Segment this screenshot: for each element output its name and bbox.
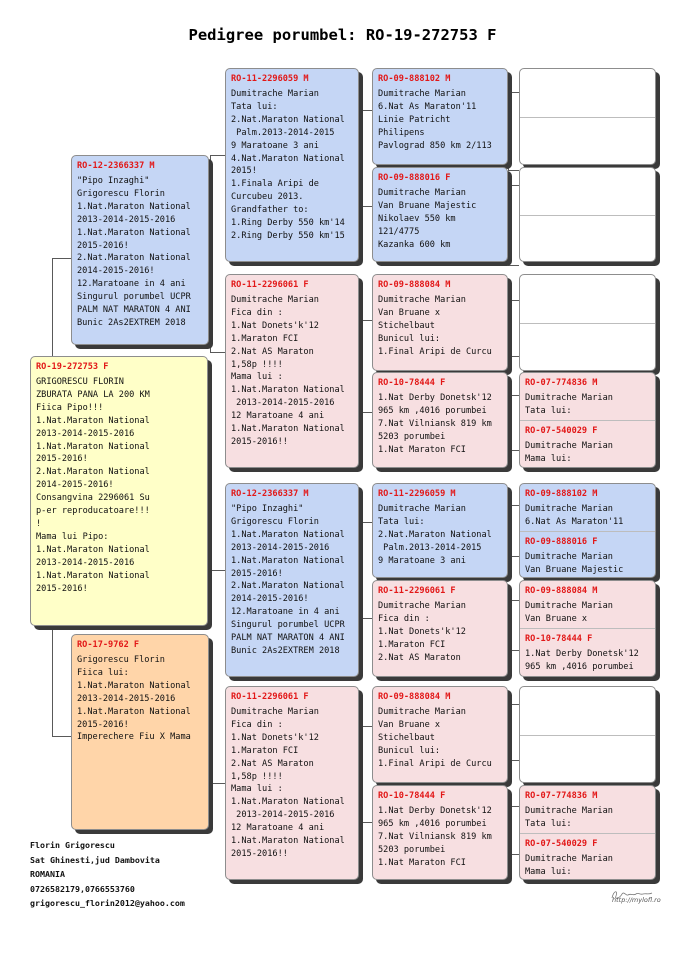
pigeon-entry (373, 687, 507, 771)
connector-line (508, 630, 509, 650)
pedigree-card-sire (71, 155, 209, 345)
pigeon-details: Dumitrache Marian Van Bruane x (525, 601, 613, 624)
pedigree-card-g4 (519, 483, 656, 578)
pedigree-card-g3 (372, 785, 508, 880)
ring-number: RO-09-888102 M (525, 489, 598, 499)
pigeon-details: Dumitrache Marian Tata lui: 2.Nat.Maraton National Palm.2013-2014-2015 9 Maratoane 3 ani 4.Nat.Maraton National 2015! 1.Finala Aripi de Curcubeu 2013. Grandfather to: 1.Ring Derby 550 km'14 2.Ring Derby 550 km'15 (231, 89, 345, 241)
connector-line (508, 395, 509, 413)
connector-line (360, 822, 372, 823)
connector-line (360, 618, 372, 619)
connector-line (360, 726, 372, 727)
connector-line (210, 352, 225, 353)
connector-line (210, 318, 211, 352)
pigeon-details: 1.Nat Derby Donetsk'12 965 km ,4016 porumbei 7.Nat Vilniansk 819 km 5203 porumbei 1.Nat Maraton FCI (378, 806, 492, 868)
pigeon-entry (520, 420, 655, 466)
connector-line (508, 430, 509, 450)
connector-line (508, 704, 509, 724)
connector-line (210, 783, 225, 784)
connector-line (508, 245, 509, 265)
connector-line (508, 395, 519, 396)
connector-line (360, 522, 361, 552)
ring-number: RO-07-774836 M (525, 791, 598, 801)
pigeon-details: Dumitrache Marian Fica din : 1.Nat Donets'k'12 1.Maraton FCI 2.Nat AS Maraton 1,58p !!!! Mama lui : 1.Nat.Maraton National 2013-2014-2015-2016 12 Maratoane 4 ani 1.Nat.Maraton National 2015-2016!! (231, 295, 345, 447)
pigeon-details: Dumitrache Marian Van Bruane x Stichelbaut Bunicul lui: 1.Final Aripi de Curcu (378, 707, 492, 769)
connector-line (360, 792, 361, 822)
ring-number: RO-11-2296059 M (378, 489, 456, 499)
ring-number: RO-07-540029 F (525, 839, 598, 849)
connector-line (52, 258, 53, 358)
pigeon-details: Grigorescu Florin Fiica lui: 1.Nat.Maraton National 2013-2014-2015-2016 1.Nat.Maraton National 2015-2016! Imperechere Fiu X Mama (77, 655, 191, 743)
pigeon-details: Dumitrache Marian Van Bruane Majestic Nikolaev 550 km 121/4775 Kazanka 600 km (378, 188, 477, 250)
connector-line (508, 600, 519, 601)
pedigree-card-dam-dam (225, 686, 359, 880)
pigeon-details: Dumitrache Marian Tata lui: (525, 393, 613, 416)
pigeon-details: Dumitrache Marian Van Bruane x Stichelbaut Bunicul lui: 1.Final Aripi de Curcu (378, 295, 492, 357)
connector-line (360, 206, 372, 207)
connector-line (360, 588, 361, 618)
pigeon-details: GRIGORESCU FLORIN ZBURATA PANA LA 200 KM Fiica Pipo!!! 1.Nat.Maraton National 2013-2014-2015-2016 1.Nat.Maraton National 2015-2016! 2.Nat.Maraton National 2014-2015-2016! Consangvina 2296061 Su p-er reproducatoare!!! ! Mama lui Pipo: 1.Nat.Maraton National 2013-2014-2015-2016 1.Nat.Maraton National 2015-2016! (36, 377, 150, 594)
pigeon-entry (373, 168, 507, 252)
website-link: http://mylofl.ro (612, 896, 661, 904)
pedigree-card-empty (519, 167, 656, 262)
ring-number: RO-09-888084 M (378, 280, 451, 290)
connector-line (508, 185, 509, 211)
pedigree-card-sire-sire (225, 68, 359, 262)
pigeon-entry (72, 156, 208, 330)
pigeon-entry (373, 373, 507, 457)
ring-number: RO-09-888084 M (525, 586, 598, 596)
connector-line (508, 760, 519, 761)
connector-line (508, 185, 519, 186)
pigeon-entry (520, 484, 655, 531)
connector-line (52, 625, 53, 737)
pigeon-details: "Pipo Inzaghi" Grigorescu Florin 1.Nat.Maraton National 2013-2014-2015-2016 1.Nat.Maraton National 2015-2016! 2.Nat.Maraton National 2014-2015-2016! 12.Maratoane in 4 ani Singurul porumbel UCPR PALM NAT MARATON 4 ANI Bunic 2As2EXTREM 2018 (77, 176, 191, 328)
pigeon-details: "Pipo Inzaghi" Grigorescu Florin 1.Nat.Maraton National 2013-2014-2015-2016 1.Nat.Maraton National 2015-2016! 2.Nat.Maraton National 2014-2015-2016! 12.Maratoane in 4 ani Singurul porumbel UCPR PALM NAT MARATON 4 ANI Bunic 2As2EXTREM 2018 (231, 504, 345, 656)
pigeon-details: 1.Nat Derby Donetsk'12 965 km ,4016 porumbei (525, 649, 639, 672)
pedigree-card-g3 (372, 167, 508, 262)
ring-number: RO-09-888016 F (378, 173, 451, 183)
pedigree-card-empty (519, 686, 656, 783)
ring-number: RO-11-2296061 F (378, 586, 456, 596)
ring-number: RO-10-78444 F (525, 634, 593, 644)
pigeon-entry (520, 628, 655, 674)
connector-line (360, 522, 372, 523)
pigeon-entry (520, 786, 655, 833)
connector-line (508, 300, 519, 301)
pigeon-details: Dumitrache Marian Tata lui: (525, 806, 613, 829)
ring-number: RO-12-2366337 M (231, 489, 309, 499)
connector-line (360, 726, 361, 756)
pedigree-card-sire-dam (225, 274, 359, 468)
pigeon-entry (226, 484, 358, 658)
connector-line (508, 650, 519, 651)
ring-number: RO-09-888084 M (378, 692, 451, 702)
connector-line (508, 450, 519, 451)
connector-line (508, 170, 519, 171)
pedigree-card-g3 (372, 372, 508, 468)
pedigree-card-empty (519, 274, 656, 371)
connector-line (508, 806, 519, 807)
connector-line (210, 663, 211, 783)
connector-line (210, 570, 225, 571)
connector-line (508, 836, 509, 854)
pigeon-entry (226, 275, 358, 449)
connector-line (360, 412, 372, 413)
pigeon-details: 1.Nat Derby Donetsk'12 965 km ,4016 porumbei 7.Nat Vilniansk 819 km 5203 porumbei 1.Nat Maraton FCI (378, 393, 492, 455)
connector-line (508, 556, 519, 557)
pigeon-entry (520, 531, 655, 577)
connector-line (360, 320, 372, 321)
pigeon-entry (373, 484, 507, 568)
ring-number: RO-09-888102 M (378, 74, 451, 84)
pigeon-details: Dumitrache Marian Mama lui: (525, 854, 613, 877)
ring-number: RO-07-540029 F (525, 426, 598, 436)
pigeon-details: Dumitrache Marian Mama lui: (525, 441, 613, 464)
pigeon-entry (31, 357, 207, 595)
connector-line (508, 340, 509, 356)
page-title: Pedigree porumbel: RO-19-272753 F (188, 26, 497, 44)
connector-line (360, 320, 361, 346)
pigeon-entry (373, 786, 507, 870)
pigeon-entry (373, 69, 507, 153)
pedigree-card-g3 (372, 686, 508, 783)
ring-number: RO-10-78444 F (378, 791, 446, 801)
ring-number: RO-11-2296061 F (231, 280, 309, 290)
connector-line (508, 600, 509, 614)
ring-number: RO-11-2296059 M (231, 74, 309, 84)
pedigree-card-g4 (519, 580, 656, 677)
connector-line (508, 300, 509, 320)
ring-number: RO-17-9762 F (77, 640, 140, 650)
connector-line (360, 386, 361, 412)
pigeon-details: Dumitrache Marian 6.Nat As Maraton'11 Linie Patricht Philipens Pavlograd 850 km 2/113 (378, 89, 492, 151)
pigeon-entry (373, 581, 507, 665)
connector-line (210, 155, 211, 185)
connector-line (360, 110, 372, 111)
connector-line (508, 744, 509, 760)
connector-line (508, 92, 519, 93)
pigeon-entry (72, 635, 208, 744)
owner-contact: Florin Grigorescu Sat Ghinesti,jud Dambovita ROMANIA 0726582179,0766553760 grigorescu_florin2012@yahoo.com (30, 840, 185, 908)
pedigree-card-g4 (519, 785, 656, 880)
pigeon-entry (520, 833, 655, 879)
pigeon-entry (520, 581, 655, 628)
pedigree-card-dam-sire (225, 483, 359, 677)
pedigree-card-g3 (372, 274, 508, 371)
pigeon-entry (226, 69, 358, 243)
ring-number: RO-19-272753 F (36, 362, 109, 372)
ring-number: RO-11-2296061 F (231, 692, 309, 702)
pedigree-card-g4 (519, 372, 656, 468)
pedigree-card-g3 (372, 483, 508, 578)
pedigree-card-g3 (372, 580, 508, 677)
pedigree-card-g3 (372, 68, 508, 165)
connector-line (508, 92, 509, 110)
pigeon-details: Dumitrache Marian Fica din : 1.Nat Donets'k'12 1.Maraton FCI 2.Nat AS Maraton 1,58p !!!! Mama lui : 1.Nat.Maraton National 2013-2014-2015-2016 12 Maratoane 4 ani 1.Nat.Maraton National 2015-2016!! (231, 707, 345, 859)
pigeon-details: Dumitrache Marian Fica din : 1.Nat Donets'k'12 1.Maraton FCI 2.Nat AS Maraton (378, 601, 466, 663)
connector-line (360, 172, 361, 206)
connector-line (52, 258, 71, 259)
pigeon-details: Dumitrache Marian Van Bruane Majestic (525, 552, 624, 575)
connector-line (508, 505, 509, 523)
connector-line (508, 505, 519, 506)
pigeon-details: Dumitrache Marian Tata lui: 2.Nat.Maraton National Palm.2013-2014-2015 9 Maratoane 3 ani (378, 504, 492, 566)
connector-line (508, 265, 519, 266)
connector-line (210, 570, 211, 610)
pigeon-entry (226, 687, 358, 861)
connector-line (508, 356, 519, 357)
ring-number: RO-07-774836 M (525, 378, 598, 388)
connector-line (508, 854, 519, 855)
ring-number: RO-10-78444 F (378, 378, 446, 388)
pedigree-card-empty (519, 68, 656, 165)
pigeon-entry (520, 373, 655, 420)
connector-line (360, 110, 361, 144)
pigeon-details: Dumitrache Marian 6.Nat As Maraton'11 (525, 504, 624, 527)
pedigree-card-dam (71, 634, 209, 830)
pigeon-entry (373, 275, 507, 359)
connector-line (210, 155, 225, 156)
connector-line (508, 704, 519, 705)
connector-line (52, 736, 71, 737)
connector-line (508, 152, 509, 170)
connector-line (508, 806, 509, 820)
connector-line (508, 540, 509, 556)
ring-number: RO-12-2366337 M (77, 161, 155, 171)
pedigree-card-subject (30, 356, 208, 626)
ring-number: RO-09-888016 F (525, 537, 598, 547)
